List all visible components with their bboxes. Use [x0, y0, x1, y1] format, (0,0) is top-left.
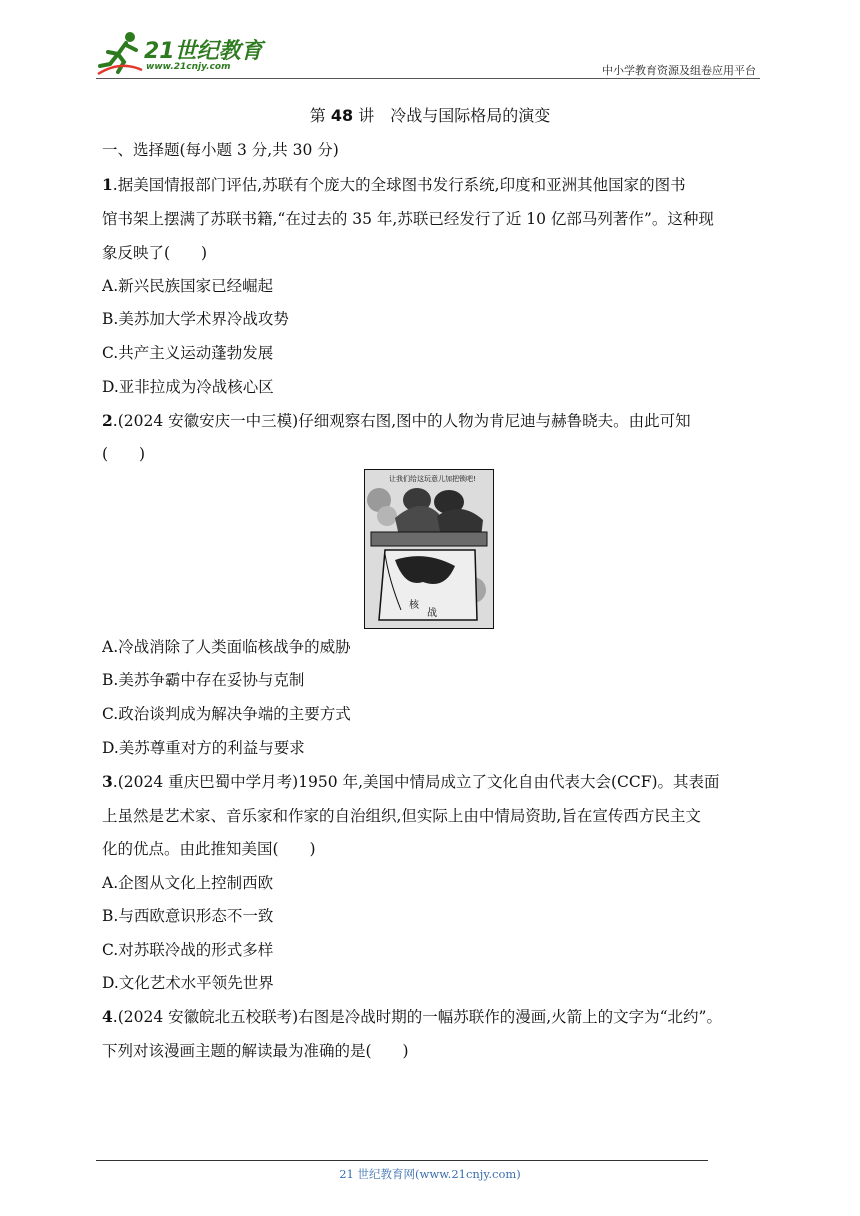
title-number: 48	[330, 106, 354, 125]
section-heading: 一、选择题(每小题 3 分,共 30 分)	[102, 141, 339, 159]
question-text: .(2024 安徽安庆一中三模)仔细观察右图,图中的人物为肯尼迪与赫鲁晓夫。由此可知	[112, 412, 691, 430]
cartoon-figure	[364, 469, 494, 629]
question-1-line-3: 象反映了( )	[102, 244, 208, 262]
q3-option-d[interactable]: D.文化艺术水平领先世界	[102, 974, 274, 992]
question-text: .(2024 安徽皖北五校联考)右图是冷战时期的一幅苏联作的漫画,火箭上的文字为“北约”。	[112, 1008, 722, 1026]
question-4-line-2: 下列对该漫画主题的解读最为准确的是( )	[102, 1042, 409, 1060]
q1-option-a[interactable]: A.新兴民族国家已经崛起	[102, 277, 274, 295]
page-footer[interactable]: 21 世纪教育网(www.21cnjy.com)	[339, 1167, 521, 1181]
logo-url: www.21cnjy.com	[146, 62, 231, 72]
q3-option-b[interactable]: B.与西欧意识形态不一致	[102, 907, 274, 925]
q2-option-c[interactable]: C.政治谈判成为解决争端的主要方式	[102, 705, 351, 723]
question-2-line-2: ( )	[102, 445, 146, 463]
q3-option-a[interactable]: A.企图从文化上控制西欧	[102, 874, 274, 892]
question-3-line-2: 上虽然是艺术家、音乐家和作家的自治组织,但实际上由中情局资助,旨在宣传西方民主文	[102, 807, 701, 825]
title-prefix: 第	[309, 106, 331, 125]
cartoon-drawing	[365, 470, 493, 628]
question-text: .据美国情报部门评估,苏联有个庞大的全球图书发行系统,印度和亚洲其他国家的图书	[112, 176, 686, 194]
question-2-line-1	[102, 411, 691, 431]
question-number: 1	[102, 175, 113, 194]
question-number: 2	[102, 411, 113, 430]
page-header	[96, 28, 760, 80]
q1-option-d[interactable]: D.亚非拉成为冷战核心区	[102, 378, 274, 396]
question-1-line-2: 馆书架上摆满了苏联书籍,“在过去的 35 年,苏联已经发行了近 10 亿部马列著作”。这种现	[102, 210, 714, 228]
question-3-line-3: 化的优点。由此推知美国( )	[102, 840, 316, 858]
q1-option-c[interactable]: C.共产主义运动蓬勃发展	[102, 344, 274, 362]
question-3-line-1	[102, 772, 720, 792]
header-tagline: 中小学教育资源及组卷应用平台	[602, 64, 756, 77]
cartoon-label-1: 核	[409, 600, 419, 611]
page-title	[0, 103, 860, 126]
title-suffix: 讲 冷战与国际格局的演变	[353, 106, 551, 125]
q1-option-b[interactable]: B.美苏加大学术界冷战攻势	[102, 310, 289, 328]
site-logo[interactable]	[96, 28, 266, 78]
logo-text: 21世纪教育	[144, 39, 263, 64]
q2-option-a[interactable]: A.冷战消除了人类面临核战争的威胁	[102, 638, 351, 656]
question-1-line-1	[102, 175, 686, 195]
q2-option-d[interactable]: D.美苏尊重对方的利益与要求	[102, 739, 305, 757]
question-4-line-1	[102, 1007, 722, 1027]
runner-logo-icon	[96, 30, 144, 76]
footer-divider	[96, 1160, 708, 1161]
header-divider	[96, 78, 760, 79]
q3-option-c[interactable]: C.对苏联冷战的形式多样	[102, 941, 274, 959]
question-number: 4	[102, 1007, 113, 1026]
cartoon-caption: 让我们给这玩意儿加把锁吧!	[389, 475, 476, 483]
question-number: 3	[102, 772, 113, 791]
question-text: .(2024 重庆巴蜀中学月考)1950 年,美国中情局成立了文化自由代表大会(CCF)。其表面	[112, 773, 720, 791]
cartoon-label-2: 战	[427, 608, 437, 619]
q2-option-b[interactable]: B.美苏争霸中存在妥协与克制	[102, 671, 305, 689]
